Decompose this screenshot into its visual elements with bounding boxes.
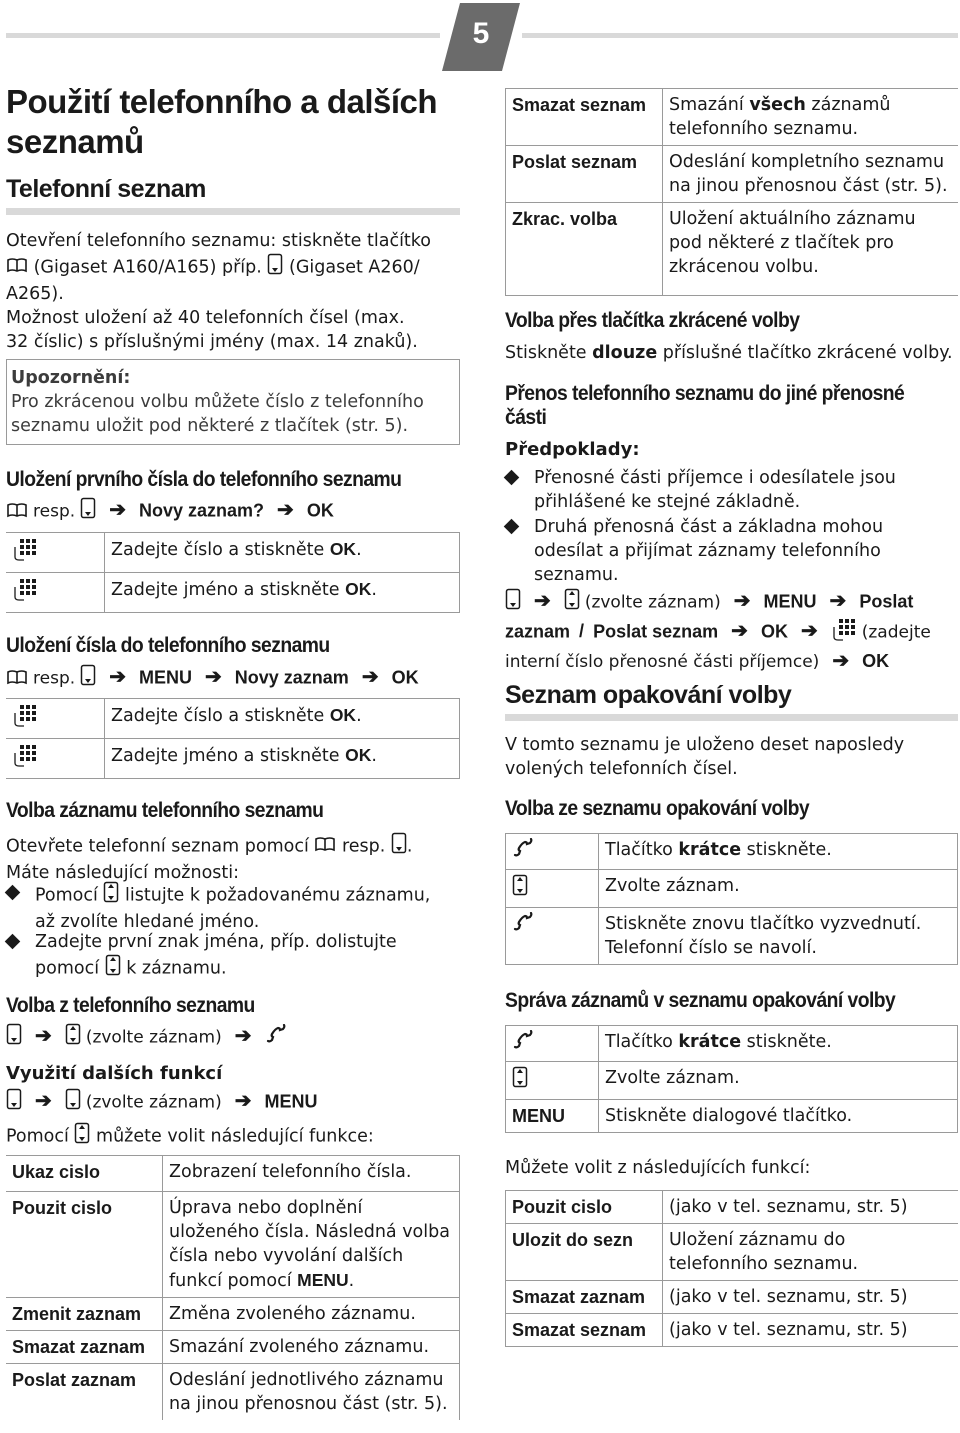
book-icon [6, 499, 28, 525]
note-line-1: Pro zkrácenou volbu můžete číslo z telefonního [11, 392, 424, 412]
sequence-dial: ➔ (zvolte záznam) ➔ [6, 1023, 287, 1052]
keypad-icon [6, 533, 105, 573]
menu-key-label: MENU [506, 1100, 599, 1133]
sequence-save-number: resp. ➔ MENU ➔ Novy zaznam ➔ OK [6, 664, 419, 693]
functions-table [6, 1155, 460, 1420]
nav-down-icon [80, 497, 96, 526]
nav-updown-icon [564, 588, 580, 617]
book-icon [6, 256, 28, 280]
sequence-save-first: resp. ➔ Novy zaznam? ➔ OK [6, 497, 334, 526]
table-row: Zadejte jméno a stiskněte OK. [6, 739, 460, 779]
nav-down-icon [391, 832, 407, 861]
section-title-transfer-line1: Přenos telefonního seznamu do jiné přenosné [505, 382, 905, 405]
table-row: Smazat zaznam Smazání zvoleného záznamu. [6, 1331, 460, 1364]
arrow-icon: ➔ [361, 666, 379, 689]
table-row: Ukaz cislo Zobrazení telefonního čísla. [6, 1156, 460, 1192]
arrow-icon: ➔ [832, 650, 850, 672]
redial-intro: V tomto seznamu je uloženo deset naposledy volených telefonních čísel. [505, 735, 905, 779]
note-box [6, 359, 460, 445]
table-manage-redial [505, 1025, 958, 1133]
page-number-tab [442, 3, 520, 71]
table-row: Smazat zaznam (jako v tel. seznamu, str. 5) [506, 1281, 959, 1314]
table-row: Zvolte záznam. [506, 870, 958, 908]
sequence-transfer: ➔ (zvolte záznam) ➔ MENU ➔ Poslat zaznam / Poslat seznam ➔ OK ➔ (zadejte interní číslo přenosné části příjemce) ➔ OK [505, 588, 931, 675]
arrow-icon: ➔ [234, 1090, 252, 1113]
table-row: Smazat seznam Smazání všech záznamů telefonního seznamu. [506, 89, 959, 146]
bullet-item: Pomocí listujte k požadovanému záznamu, až zvolíte hledané jméno. [35, 881, 460, 934]
table-save-first [6, 532, 460, 613]
table-row: Smazat seznam (jako v tel. seznamu, str. 5) [506, 1314, 959, 1347]
nav-updown-icon [103, 881, 119, 910]
intro-line-6: 32 číslic) s příslušnými jmény (max. 14 znaků). [6, 332, 418, 352]
bullet-item: Druhá přenosná část a základna mohou odesílat a přijímat záznamy telefonního seznamu. [534, 515, 958, 587]
table-row: Pouzit cislo (jako v tel. seznamu, str. 5) [506, 1191, 959, 1224]
table-save-number [6, 698, 460, 779]
book-icon [6, 666, 28, 692]
bullet-item: Přenosné části příjemce i odesílatele jsou přihlášené ke stejné základně. [534, 466, 958, 514]
section-title-dial-from-redial: Volba ze seznamu opakování volby [505, 797, 810, 820]
table-row: Zadejte jméno a stiskněte OK. [6, 573, 460, 613]
intro-line-4: A265). [6, 284, 64, 304]
table-row: Zkrac. volba Uložení aktuálního záznamu pod některé z tlačítek pro zkrácenou volbu. [506, 203, 959, 296]
speed-dial-text: Stiskněte dlouze příslušné tlačítko zkrácené volby. [505, 343, 953, 363]
arrow-icon: ➔ [109, 499, 126, 522]
table-row: Zvolte záznam. [506, 1062, 958, 1100]
table-dial-from-redial [505, 833, 958, 965]
header-bar-right [522, 33, 958, 38]
section-title-manage-redial: Správa záznamů v seznamu opakování volby [505, 989, 896, 1012]
arrow-icon: ➔ [829, 590, 847, 613]
select-entry-text: Otevřete telefonní seznam pomocí resp. . Máte následující možnosti: [6, 832, 460, 885]
table-row: Poslat zaznam Odeslání jednotlivého záznamu na jinou přenosnou část (str. 5). [6, 1364, 460, 1421]
table-row: MENU Stiskněte dialogové tlačítko. [506, 1100, 958, 1133]
handset-icon [506, 834, 599, 870]
header-bar-left [6, 33, 440, 38]
section-title-phonebook: Telefonní seznam [6, 175, 206, 203]
page-title-line2: seznamů [6, 123, 144, 160]
section-title-select-entry: Volba záznamu telefonního seznamu [6, 799, 324, 822]
diamond-bullet-icon [5, 885, 21, 901]
arrow-icon: ➔ [277, 499, 294, 522]
handset-icon [506, 908, 599, 965]
arrow-icon: ➔ [534, 590, 551, 613]
table-row: Tlačítko krátce stiskněte. [506, 834, 958, 870]
more-functions-text: Pomocí můžete volit následující funkce: [6, 1122, 374, 1151]
nav-updown-icon [506, 870, 599, 908]
nav-down-icon [267, 253, 283, 282]
table-row: Zadejte číslo a stiskněte OK. [6, 533, 460, 573]
arrow-icon: ➔ [35, 1025, 52, 1048]
note-title: Upozornění: [11, 368, 131, 388]
nav-updown-icon [105, 954, 121, 983]
keypad-icon [831, 617, 857, 648]
table-row: Stiskněte znovu tlačítko vyzvednutí. Telefonní číslo se navolí. [506, 908, 958, 965]
table-row: Zmenit zaznam Změna zvoleného záznamu. [6, 1298, 460, 1331]
table-row: Pouzit cislo Úprava nebo doplnění uloženého čísla. Následná volba čísla nebo vyvolání dalších funkcí pomocí MENU. [6, 1192, 460, 1298]
handset-icon [265, 1024, 287, 1051]
nav-down-icon [80, 664, 96, 693]
handset-icon [506, 1026, 599, 1062]
page-title-line1: Použití telefonního a dalších [6, 83, 438, 120]
keypad-icon [6, 739, 105, 779]
book-icon [314, 835, 336, 859]
keypad-icon [6, 699, 105, 739]
page-number: 5 [472, 17, 490, 50]
section-title-dial-from-phonebook: Volba z telefonního seznamu [6, 994, 255, 1017]
nav-down-icon [505, 588, 521, 617]
table-row: Ulozit do sezn Uložení záznamu do telefonního seznamu. [506, 1224, 959, 1281]
table-row: Zadejte číslo a stiskněte OK. [6, 699, 460, 739]
arrow-icon: ➔ [731, 620, 748, 643]
nav-down-icon [65, 1088, 81, 1117]
sequence-more-functions: ➔ (zvolte záznam) ➔ MENU [6, 1088, 318, 1117]
diamond-bullet-icon [5, 934, 21, 950]
intro-line-5: Možnost uložení až 40 telefonních čísel (max. [6, 308, 405, 328]
nav-updown-icon [65, 1023, 81, 1052]
prerequisites-title: Předpoklady: [505, 439, 640, 460]
arrow-icon: ➔ [234, 1025, 252, 1048]
keypad-icon [6, 573, 105, 613]
nav-down-icon [6, 1023, 22, 1052]
bullet-item: Zadejte první znak jména, příp. dolistujte pomocí k záznamu. [35, 930, 460, 983]
note-line-2: seznamu uložit pod některé z tlačítek (str. 5). [11, 416, 409, 436]
section-title-more-functions: Využití dalších funkcí [6, 1063, 223, 1084]
arrow-icon: ➔ [800, 620, 818, 643]
section-title-save-number: Uložení čísla do telefonního seznamu [6, 634, 330, 657]
nav-updown-icon [506, 1062, 599, 1100]
diamond-bullet-icon [504, 519, 520, 535]
arrow-icon: ➔ [733, 590, 751, 613]
arrow-icon: ➔ [109, 666, 126, 689]
intro-text [6, 229, 460, 354]
redial-functions-intro: Můžete volit z následujících funkcí: [505, 1158, 811, 1178]
nav-down-icon [6, 1088, 22, 1117]
section-rule [505, 714, 958, 721]
section-title-redial-list: Seznam opakování volby [505, 681, 792, 709]
section-title-speed-dial: Volba přes tlačítka zkrácené volby [505, 309, 800, 332]
intro-line-2: (Gigaset A160/A165) příp. (Gigaset A260/ [6, 253, 460, 282]
functions-table-continued [505, 88, 958, 296]
section-title-transfer-line2: části [505, 406, 547, 429]
nav-updown-icon [74, 1122, 90, 1151]
diamond-bullet-icon [504, 470, 520, 486]
table-row: Tlačítko krátce stiskněte. [506, 1026, 958, 1062]
section-rule [6, 208, 460, 215]
arrow-icon: ➔ [204, 666, 222, 689]
intro-line-1: Otevření telefonního seznamu: stiskněte tlačítko [6, 231, 432, 251]
arrow-icon: ➔ [35, 1090, 52, 1113]
section-title-save-first: Uložení prvního čísla do telefonního seznamu [6, 468, 402, 491]
redial-functions-table [505, 1190, 958, 1347]
table-row: Poslat seznam Odeslání kompletního seznamu na jinou přenosnou část (str. 5). [506, 146, 959, 203]
